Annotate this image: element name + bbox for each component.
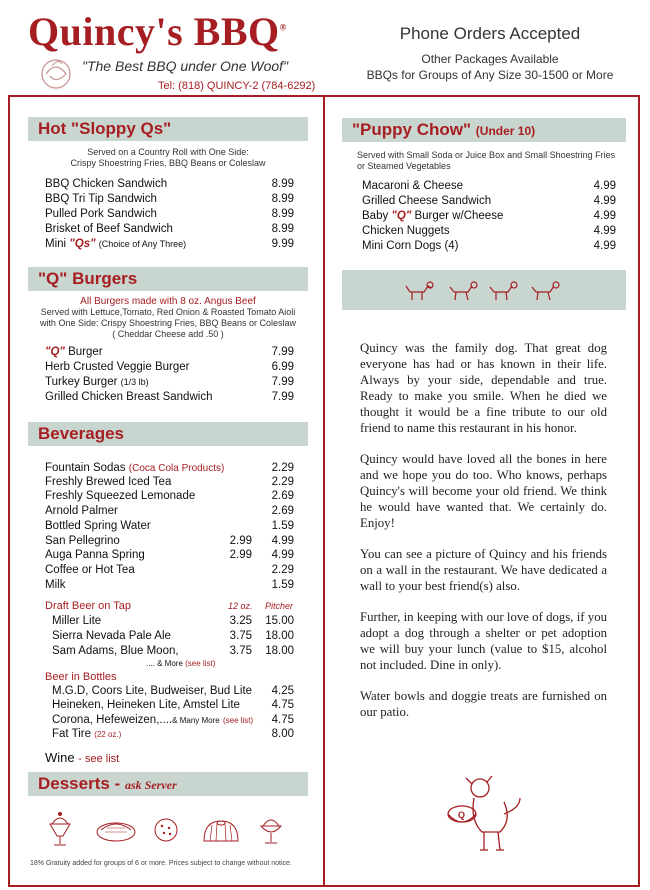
wine-label: Wine - see list: [45, 750, 120, 765]
bottles-title: Beer in Bottles: [45, 671, 117, 683]
section-beverages: Beverages: [28, 422, 308, 446]
menu-price: 8.99: [271, 193, 294, 205]
menu-price: 4.99: [593, 210, 616, 222]
menu-price: 8.00: [271, 728, 294, 740]
menu-item: Sierra Nevada Pale Ale: [52, 630, 171, 642]
menu-item: Herb Crusted Veggie Burger: [45, 361, 190, 373]
quincy-story: [360, 340, 607, 735]
menu-price: 7.99: [271, 376, 294, 388]
pie-icon: [95, 818, 137, 844]
column-divider: [323, 95, 325, 887]
menu-price: 6.99: [271, 361, 294, 373]
group-bbq: BBQs for Groups of Any Size 30-1500 or More: [366, 68, 614, 82]
menu-item: Turkey Burger (1/3 lb): [45, 376, 149, 388]
menu-item: Mini "Qs" (Choice of Any Three): [45, 238, 187, 250]
menu-item: Baby "Q" Burger w/Cheese: [362, 210, 504, 222]
menu-price: 4.99: [593, 180, 616, 192]
menu-item: Pulled Pork Sandwich: [45, 208, 157, 220]
menu-item: Miller Lite: [52, 615, 102, 627]
dog-banner: [342, 270, 626, 310]
bundt-cake-icon: [200, 815, 242, 847]
menu-item: M.G.D, Coors Lite, Budweiser, Bud Lite: [52, 685, 253, 697]
cookie-icon: [153, 817, 179, 843]
menu-price: 2.29: [271, 476, 294, 488]
draft-more: .... & More (see list): [146, 659, 216, 668]
menu-price: 8.99: [271, 223, 294, 235]
burgers-note: All Burgers made with 8 oz. Angus Beef Served with Lettuce,Tomato, Red Onion & Roasted Tomato Aioli with One Side: Crispy Shoestring Fries, BBQ Beans or Coleslaw ( Cheddar Cheese add .50 ): [39, 296, 297, 339]
menu-item: San Pellegrino: [45, 535, 120, 547]
menu-price: 4.99: [271, 535, 294, 547]
menu-item: Coffee or Hot Tea: [45, 564, 135, 576]
tagline: "The Best BBQ under One Woof": [82, 58, 289, 74]
section-q-burgers: "Q" Burgers: [28, 267, 308, 291]
draft-col-pitcher: Pitcher: [265, 601, 294, 611]
draft-col-12oz: 12 oz.: [228, 601, 253, 611]
menu-price: 18.00: [265, 630, 294, 642]
logo-title: Quincy's BBQ®: [28, 9, 287, 54]
story-paragraph: Further, in keeping with our love of dogs, if you adopt a dog through a shelter or pet adoption we will buy your lunch (value to $15, alcohol not included. Dine in only).: [360, 610, 607, 672]
menu-price: 9.99: [271, 238, 294, 250]
menu-price-small: 2.99: [229, 535, 252, 547]
menu-item: "Q" Burger: [45, 346, 103, 358]
menu-item: Chicken Nuggets: [362, 225, 450, 237]
story-paragraph: Quincy would have loved all the bones in here and we hope you do too. Who knows, perhaps Quincy's will become your old friend. We think he would have wanted that. We certainly do. Enjoy!: [360, 452, 607, 530]
menu-price: 7.99: [271, 391, 294, 403]
other-packages: Other Packages Available: [421, 52, 559, 66]
menu-item: Fountain Sodas (Coca Cola Products): [45, 462, 225, 474]
sundae-icon: [45, 810, 75, 850]
menu-item: Grilled Chicken Breast Sandwich: [45, 391, 213, 403]
menu-item: BBQ Chicken Sandwich: [45, 178, 168, 190]
menu-price-small: 3.25: [229, 615, 252, 627]
menu-item: Freshly Squeezed Lemonade: [45, 490, 196, 502]
menu-price: 1.59: [271, 579, 294, 591]
footer-note: 18% Gratuity added for groups of 6 or more. Prices subject to change without notice.: [30, 860, 292, 867]
menu-item: Arnold Palmer: [45, 505, 118, 517]
menu-price: 8.99: [271, 178, 294, 190]
menu-price-small: 3.75: [229, 630, 252, 642]
menu-item: Bottled Spring Water: [45, 520, 151, 532]
section-puppy-chow: "Puppy Chow" (Under 10): [342, 118, 626, 142]
swirl-logo-icon: [36, 52, 76, 92]
dessert-cup-icon: [258, 814, 284, 848]
menu-item: Grilled Cheese Sandwich: [362, 195, 492, 207]
menu-item: Macaroni & Cheese: [362, 180, 463, 192]
menu-price: 4.99: [593, 195, 616, 207]
menu-price: 4.75: [271, 699, 294, 711]
menu-price: 4.75: [271, 714, 294, 726]
menu-price: 4.99: [271, 549, 294, 561]
menu-price: 8.99: [271, 208, 294, 220]
menu-price: 18.00: [265, 645, 294, 657]
menu-item: Mini Corn Dogs (4): [362, 240, 459, 252]
menu-price: 2.69: [271, 505, 294, 517]
menu-price: 2.29: [271, 462, 294, 474]
menu-item: Fat Tire (22 oz.): [52, 728, 122, 740]
phone-orders: Phone Orders Accepted: [399, 24, 581, 43]
menu-item: Freshly Brewed Iced Tea: [45, 476, 172, 488]
puppy-note: Served with Small Soda or Juice Box and Small Shoestring Fries or Steamed Vegetables: [357, 150, 616, 171]
dogs-icon: [342, 270, 626, 310]
section-desserts: Desserts - ask Server: [28, 772, 308, 796]
menu-price: 4.99: [593, 240, 616, 252]
svg-text:Q: Q: [458, 810, 466, 820]
menu-price: 2.69: [271, 490, 294, 502]
menu-price: 4.99: [593, 225, 616, 237]
story-paragraph: Water bowls and doggie treats are furnished on our patio.: [360, 689, 607, 719]
menu-price: 4.25: [271, 685, 294, 697]
menu-item: Brisket of Beef Sandwich: [45, 223, 173, 235]
menu-item: Sam Adams, Blue Moon,: [52, 645, 179, 657]
phone-number: Tel: (818) QUINCY-2 (784-6292): [158, 80, 316, 92]
section-sloppy-qs: Hot "Sloppy Qs": [28, 117, 308, 141]
menu-item: BBQ Tri Tip Sandwich: [45, 193, 157, 205]
menu-price: 2.29: [271, 564, 294, 576]
menu-price-small: 3.75: [229, 645, 252, 657]
draft-beer-title: Draft Beer on Tap: [45, 600, 132, 612]
menu-price: 1.59: [271, 520, 294, 532]
menu-item: Milk: [45, 579, 66, 591]
menu-price: 15.00: [265, 615, 294, 627]
menu-price-small: 2.99: [229, 549, 252, 561]
menu-price: 7.99: [271, 346, 294, 358]
menu-item: Auga Panna Spring: [45, 549, 145, 561]
quincy-dog-icon: [440, 770, 530, 860]
story-paragraph: Quincy was the family dog. That great dog everyone has had or has known in their life. Always by your side, dependable and true. Ready to make you smile. When he died we thought it would be a fine tribute to our old friend to name this restaurant in his honor.: [360, 341, 607, 435]
sloppy-note: Served on a Country Roll with One Side: Crispy Shoestring Fries, BBQ Beans or Coleslaw: [70, 147, 266, 168]
story-paragraph: You can see a picture of Quincy and his friends on a wall in the restaurant. We have dedicated a wall to your best friend(s) also.: [360, 547, 607, 593]
menu-item: Heineken, Heineken Lite, Amstel Lite: [52, 699, 240, 711]
menu-item: Corona, Hefeweizen,....& Many More (see list): [52, 714, 254, 726]
